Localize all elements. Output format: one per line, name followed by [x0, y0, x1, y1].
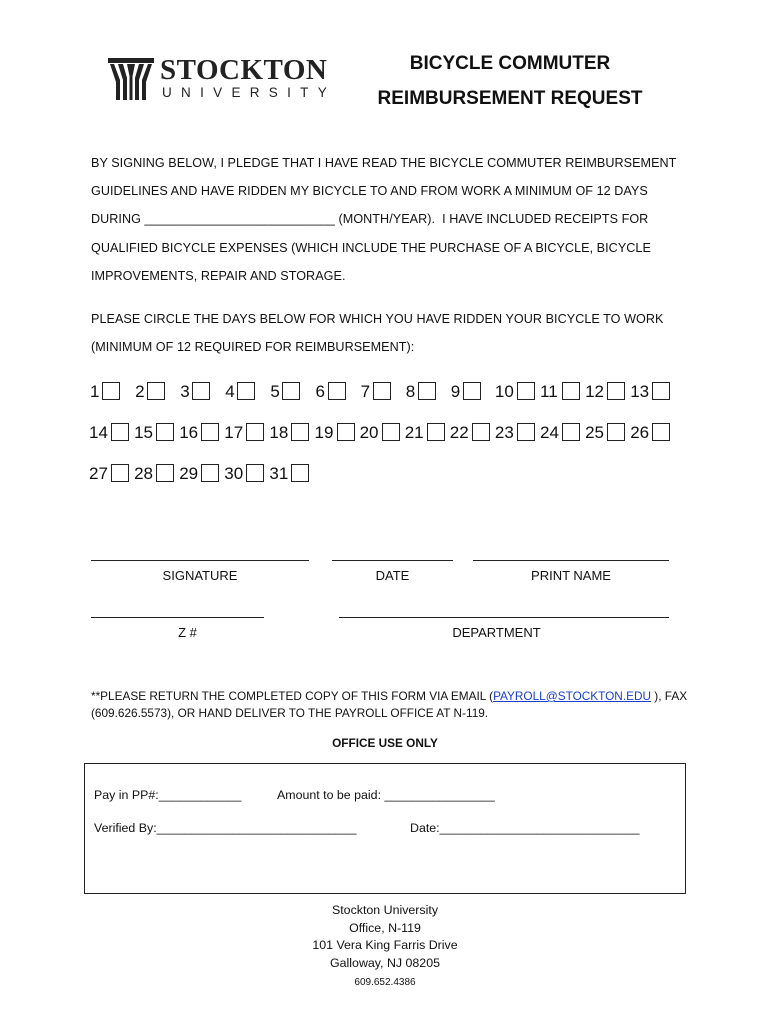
day-number: 1 [90, 381, 100, 401]
amount-to-be-paid-field[interactable]: Amount to be paid: ________________ [277, 788, 495, 802]
page-title-line-1: BICYCLE COMMUTER [409, 53, 611, 74]
day-number: 17 [224, 422, 244, 442]
pay-in-pp-field[interactable]: Pay in PP#:____________ [94, 788, 242, 802]
day-checkbox-item [180, 380, 210, 402]
day-number: 9 [450, 381, 461, 401]
office-date-field[interactable]: Date:_____________________________ [410, 821, 640, 835]
instructions-line-2: (MINIMUM OF 12 REQUIRED FOR REIMBURSEMENT): [91, 340, 415, 354]
day-checkbox[interactable] [607, 382, 625, 400]
day-number: 19 [314, 422, 334, 442]
day-checkbox[interactable] [517, 382, 535, 400]
day-checkbox-item [406, 380, 436, 402]
day-checkbox-item [540, 380, 580, 402]
day-checkbox-item [225, 380, 255, 402]
day-number: 5 [270, 381, 280, 401]
day-checkbox[interactable] [156, 464, 174, 482]
day-checkbox-item [630, 421, 670, 443]
day-number: 11 [540, 381, 558, 401]
day-number: 18 [269, 422, 289, 442]
signature-line[interactable] [91, 560, 309, 561]
day-checkbox-item [450, 421, 490, 443]
verified-by-field[interactable]: Verified By:_____________________________ [94, 821, 357, 835]
day-checkbox[interactable] [291, 464, 309, 482]
day-checkbox[interactable] [607, 423, 625, 441]
day-checkbox-item [179, 462, 219, 484]
day-checkbox[interactable] [111, 464, 129, 482]
day-checkbox-item [90, 380, 120, 402]
day-number: 27 [89, 463, 108, 483]
department-label: DEPARTMENT [452, 625, 541, 640]
day-checkbox[interactable] [282, 382, 300, 400]
date-line[interactable] [332, 560, 453, 561]
day-number: 13 [630, 381, 650, 401]
day-checkbox[interactable] [562, 423, 580, 441]
day-checkbox-item [495, 421, 535, 443]
day-checkbox-item [495, 380, 535, 402]
day-checkbox-item [179, 421, 219, 443]
day-checkbox[interactable] [517, 423, 535, 441]
day-number: 25 [585, 422, 605, 442]
day-checkbox-item [134, 462, 174, 484]
stockton-logo-icon [108, 58, 154, 102]
pledge-line: IMPROVEMENTS, REPAIR AND STORAGE. [91, 269, 346, 283]
day-number: 8 [405, 381, 416, 401]
day-checkbox-item [585, 421, 625, 443]
day-checkbox[interactable] [201, 423, 219, 441]
day-checkbox-item [360, 421, 400, 443]
address-line-4: Galloway, NJ 08205 [330, 956, 440, 970]
day-checkbox-item [270, 380, 300, 402]
day-checkbox-item [135, 380, 165, 402]
day-number: 12 [585, 381, 605, 401]
day-number: 20 [359, 422, 379, 442]
day-checkbox[interactable] [337, 423, 355, 441]
instructions-line-1: PLEASE CIRCLE THE DAYS BELOW FOR WHICH YOU HAVE RIDDEN YOUR BICYCLE TO WORK [91, 312, 664, 326]
day-checkbox-item [585, 380, 625, 402]
day-number: 14 [89, 422, 108, 442]
payroll-email-link[interactable]: PAYROLL@STOCKTON.EDU [493, 689, 652, 703]
print-name-line[interactable] [473, 560, 669, 561]
day-checkbox-item [361, 380, 391, 402]
pledge-line: QUALIFIED BICYCLE EXPENSES (WHICH INCLUDE THE PURCHASE OF A BICYCLE, BICYCLE [91, 241, 651, 255]
day-number: 4 [225, 381, 235, 401]
office-use-title: OFFICE USE ONLY [332, 736, 438, 750]
day-number: 10 [494, 381, 514, 401]
day-checkbox[interactable] [328, 382, 346, 400]
day-checkbox[interactable] [652, 382, 670, 400]
date-label: DATE [375, 568, 410, 583]
page-title-line-2: REIMBURSEMENT REQUEST [377, 88, 643, 109]
day-checkbox[interactable] [463, 382, 481, 400]
day-checkbox[interactable] [652, 423, 670, 441]
day-checkbox[interactable] [562, 382, 580, 400]
day-number: 6 [315, 381, 325, 401]
day-checkbox-item [451, 380, 481, 402]
return-note-line-2: (609.626.5573), OR HAND DELIVER TO THE PAYROLL OFFICE AT N-119. [91, 706, 489, 720]
day-number: 3 [180, 381, 190, 401]
day-number: 15 [134, 422, 154, 442]
day-checkbox[interactable] [427, 423, 445, 441]
day-checkbox-item [269, 462, 309, 484]
print-name-label: PRINT NAME [531, 568, 611, 583]
day-number: 7 [360, 381, 371, 401]
department-line[interactable] [339, 617, 669, 618]
phone-number: 609.652.4386 [354, 977, 416, 988]
day-checkbox[interactable] [201, 464, 219, 482]
day-number: 21 [404, 422, 424, 442]
logo-name: STOCKTON [160, 54, 328, 86]
day-number: 31 [269, 463, 289, 483]
day-number: 26 [630, 422, 650, 442]
day-number: 23 [494, 422, 514, 442]
day-checkbox[interactable] [246, 423, 264, 441]
day-checkbox[interactable] [237, 382, 255, 400]
logo-subtitle: UNIVERSITY [162, 85, 337, 100]
pledge-line: GUIDELINES AND HAVE RIDDEN MY BICYCLE TO AND FROM WORK A MINIMUM OF 12 DAYS [91, 184, 648, 198]
z-number-line[interactable] [91, 617, 264, 618]
day-number: 28 [134, 463, 154, 483]
day-checkbox[interactable] [472, 423, 490, 441]
address-line-3: 101 Vera King Farris Drive [312, 938, 458, 952]
day-checkbox[interactable] [156, 423, 174, 441]
day-checkbox-item [224, 421, 264, 443]
return-note-prefix: **PLEASE RETURN THE COMPLETED COPY OF THIS FORM VIA EMAIL ( [91, 689, 494, 703]
day-number: 2 [135, 381, 145, 401]
day-checkbox[interactable] [102, 382, 120, 400]
day-checkbox[interactable] [382, 423, 400, 441]
day-checkbox-item [224, 462, 264, 484]
return-note-suffix: ), FAX [651, 689, 688, 703]
day-checkbox-item [316, 380, 346, 402]
z-number-label: Z # [178, 625, 197, 640]
day-checkbox[interactable] [111, 423, 129, 441]
address-line-1: Stockton University [331, 903, 439, 917]
address-line-2: Office, N-119 [349, 921, 421, 935]
day-checkbox[interactable] [192, 382, 210, 400]
day-checkbox-item [540, 421, 580, 443]
day-checkbox[interactable] [291, 423, 309, 441]
day-number: 22 [449, 422, 469, 442]
day-checkbox-item [315, 421, 355, 443]
day-checkbox-item [89, 462, 129, 484]
day-checkbox-item [269, 421, 309, 443]
day-number: 30 [224, 463, 244, 483]
day-checkbox[interactable] [418, 382, 436, 400]
day-checkbox[interactable] [147, 382, 165, 400]
day-checkbox-item [134, 421, 174, 443]
return-note-line-1 [91, 691, 687, 703]
pledge-line: BY SIGNING BELOW, I PLEDGE THAT I HAVE READ THE BICYCLE COMMUTER REIMBURSEMENT [91, 156, 677, 170]
day-number: 16 [179, 422, 199, 442]
signature-label: SIGNATURE [162, 568, 238, 583]
pledge-line: DURING ___________________________ (MONTH/YEAR). I HAVE INCLUDED RECEIPTS FOR [91, 212, 649, 226]
day-checkbox-item [630, 380, 670, 402]
day-checkbox[interactable] [373, 382, 391, 400]
day-checkbox-item [405, 421, 445, 443]
day-checkbox-item [89, 421, 129, 443]
day-number: 29 [179, 463, 199, 483]
day-number: 24 [540, 422, 559, 442]
day-checkbox[interactable] [246, 464, 264, 482]
